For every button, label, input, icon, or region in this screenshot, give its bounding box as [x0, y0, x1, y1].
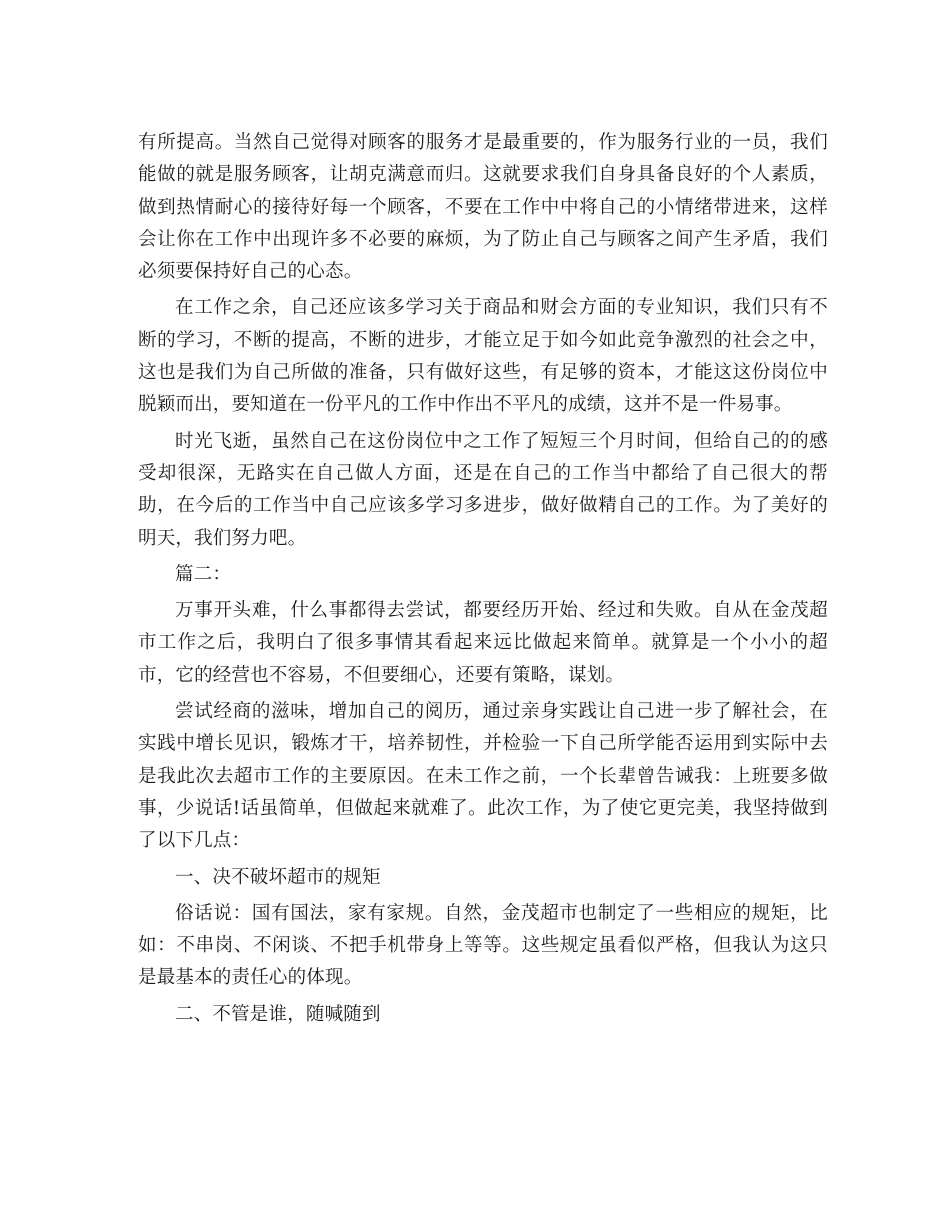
paragraph: 时光飞逝，虽然自己在这份岗位中之工作了短短三个月时间，但给自己的的感受却很深，无路实在自己做人方面，还是在自己的工作当中都给了自己很大的帮助，在今后的工作当中自己应该多学习多进步，做好做精自己的工作。为了美好的明天，我们努力吧。: [138, 430, 828, 549]
paragraph: 俗话说：国有国法，家有家规。自然，金茂超市也制定了一些相应的规矩，比如：不串岗、不闲谈、不把手机带身上等等。这些规定虽看似严格，但我认为这只是最基本的责任心的体现。: [138, 902, 828, 989]
paragraph: 有所提高。当然自己觉得对顾客的服务才是最重要的，作为服务行业的一员，我们能做的就是服务顾客，让胡克满意而归。这就要求我们自身具备良好的个人素质，做到热情耐心的接待好每一个顾客，不要在工作中中将自己的小情绪带进来，这样会让你在工作中出现许多不必要的麻烦，为了防止自己与顾客之间产生矛盾，我们必须要保持好自己的心态。: [138, 132, 828, 283]
section-heading: 篇二：: [175, 563, 232, 585]
paragraph: 尝试经商的滋味，增加自己的阅历，通过亲身实践让自己进一步了解社会，在实践中增长见识，锻炼才干，培养韧性，并检验一下自己所学能否运用到实际中去是我此次去超市工作的主要原因。在未工作之前，一个长辈曾告诫我：上班要多做事，少说话!话虽简单，但做起来就难了。此次工作，为了使它更完美，我坚持做到了以下几点：: [138, 701, 828, 852]
document-body: [138, 127, 828, 1035]
section-heading: 一、决不破坏超市的规矩: [175, 866, 381, 888]
paragraph: 万事开头难，什么事都得去尝试，都要经历开始、经过和失败。自从在金茂超市工作之后，我明白了很多事情其看起来远比做起来简单。就算是一个小小的超市，它的经营也不容易，不但要细心，还要有策略，谋划。: [138, 600, 828, 686]
paragraph: 在工作之余，自己还应该多学习关于商品和财会方面的专业知识，我们只有不断的学习，不断的提高，不断的进步，才能立足于如今如此竞争激烈的社会之中，这也是我们为自己所做的准备，只有做好这些，有足够的资本，才能这这份岗位中脱颖而出，要知道在一份平凡的工作中作出不平凡的成绩，这并不是一件易事。: [138, 297, 828, 416]
section-heading: 二、不管是谁，随喊随到: [175, 1003, 381, 1025]
